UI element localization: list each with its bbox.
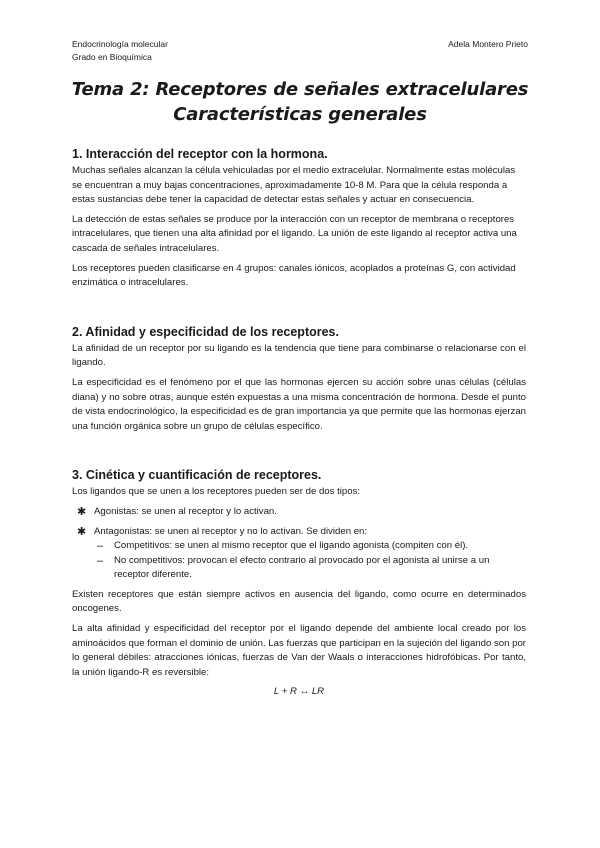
document-body [72, 146, 526, 732]
list-item-text: No competitivos: provocan el efecto contrario al provocado por el agonista al unirse a un receptor diferente. [114, 554, 490, 581]
section-3 [72, 467, 526, 699]
paragraph: La especificidad es el fenómeno por el que las hormonas ejercen su acción sobre unas células (células diana) y no sobre otras, aunque estén expuestas a una misma concentración de hormona. Desde el punto de vista endocrinológico, la especificidad es de gran importancia ya que permite que las hormonas ejerzan una función orgánica sobre un grupo de células específico. [72, 376, 526, 432]
asterisk-bullet-icon: ✱ [77, 505, 87, 518]
paragraph: La detección de estas señales se produce por la interacción con un receptor de membrana o receptores intracelulares, que tienen una alta afinidad por el ligando. La unión de este ligando al receptor activa una cascada de señales intracelulares. [72, 213, 517, 254]
dash-bullet-icon: – [97, 540, 104, 553]
paragraph: Los ligandos que se unen a los receptores pueden ser de dos tipos: [72, 486, 361, 498]
paragraph: Muchas señales alcanzan la célula vehiculadas por el medio extracelular. Normalmente estas moléculas se encuentran a muy bajas concentraciones, aproximadamente 10-8 M. Para que la célula responda a estas sustancias debe tener la capacidad de detectar estas señales y actuar en consecuencia. [72, 165, 516, 206]
section-2 [72, 324, 526, 435]
course-name: Endocrinología molecular [72, 39, 168, 49]
list-item-text: Competitivos: se unen al mismo receptor que el ligando agonista (compiten con él). [114, 540, 469, 552]
paragraph: La afinidad de un receptor por su ligando es la tendencia que tiene para combinarse o relacionarse con el ligando. [72, 342, 526, 369]
section-heading: 1. Interacción del receptor con la hormona. [72, 147, 328, 161]
ligand-type-list [72, 505, 526, 583]
title-line-2: Características generales [173, 104, 427, 125]
list-item-noncompetitive [97, 554, 526, 583]
section-1 [72, 146, 526, 291]
title-line-1: Tema 2: Receptores de señales extracelulares [71, 79, 529, 100]
list-item-text: Agonistas: se unen al receptor y lo activan. [94, 505, 277, 517]
list-item-competitive [97, 539, 526, 554]
list-item-text: Antagonistas: se unen al receptor y no lo activan. Se dividen en: [94, 525, 368, 537]
paragraph: La alta afinidad y especificidad del receptor por el ligando depende del ambiente local creado por los aminoácidos que forman el dominio de unión. Las fuerzas que participan en la sujeción del ligando son por lo general débiles: atracciones iónicas, fuerzas de Van der Waals o interacciones hidrofóbicas. Por tanto, la unión ligando-R es reversible: [72, 623, 526, 678]
binding-equation: L + R ↔ LR [273, 686, 325, 698]
list-item-antagonists [77, 525, 526, 583]
paragraph: Los receptores pueden clasificarse en 4 grupos: canales iónicos, acoplados a proteínas G, con actividad enzimática o intracelulares. [72, 262, 516, 289]
author-name: Adela Montero Prieto [448, 39, 528, 49]
dash-bullet-icon: – [97, 554, 104, 567]
header-left [72, 38, 168, 64]
antagonist-subtype-list [94, 539, 526, 583]
section-heading: 2. Afinidad y especificidad de los receptores. [72, 324, 339, 339]
asterisk-bullet-icon: ✱ [77, 525, 87, 538]
section-heading: 3. Cinética y cuantificación de receptores. [72, 468, 322, 483]
paragraph: Existen receptores que están siempre activos en ausencia del ligando, como ocurre en determinados oncogenes. [72, 588, 526, 615]
list-item-agonists [77, 505, 526, 520]
page-title [0, 77, 600, 127]
degree-name: Grado en Bioquímica [72, 52, 152, 62]
